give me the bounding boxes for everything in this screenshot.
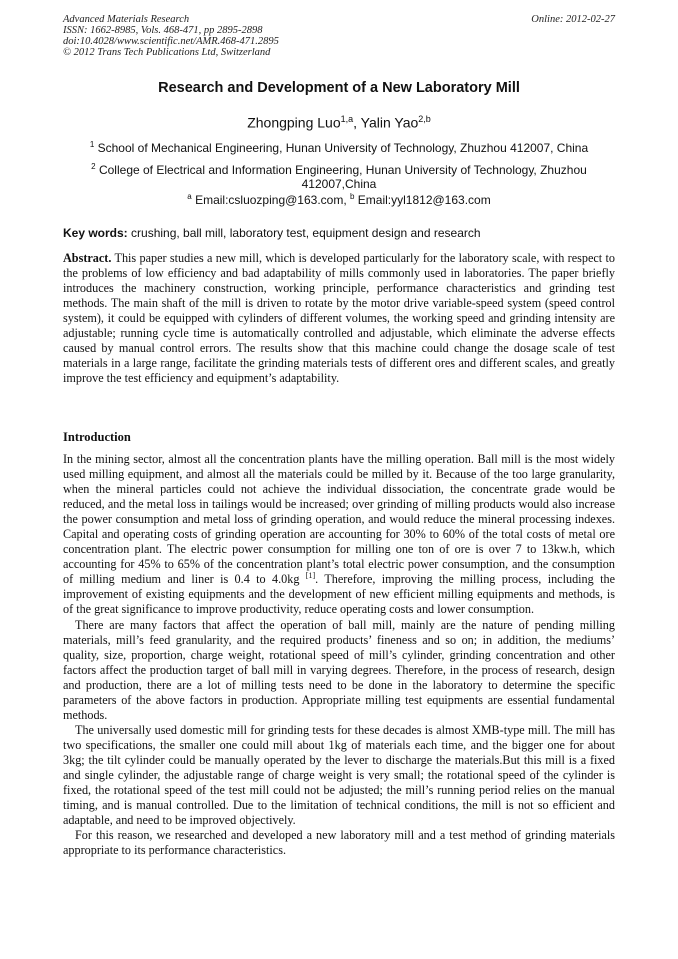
online-date: Online: 2012-02-27 [531, 14, 615, 25]
paragraph-text: In the mining sector, almost all the concentration plants have the milling operation. Ball mill is the most widely used milling equipment, and almost all the materials could be milled by it. Because of the too large granularity, when the mineral particles could not achieve the individual dissociation, the concentrate grade would be reduced, and the metal loss in tailings would be increased; over grinding of milling products would also increase the power consumption and metal loss of grinding operation, and would reduce the mineral processing indexes. Capital and operating costs of grinding operation are accounting for 30% to 60% of the total costs of metal ore concentration plant. The electric power consumption for milling one ton of ore is over 7 to 13kw.h, which accounting for 45% to 65% of the concentration plant’s total electric power consumption, and the consumption of milling medium and liner is 0.4 to 4.0kg [63, 452, 615, 587]
abstract-paragraph [63, 251, 615, 386]
section-heading: Introduction [63, 430, 131, 444]
abstract-label: Abstract. [63, 251, 112, 265]
affiliation-2 [63, 160, 615, 191]
author-name: Yalin Yao [360, 114, 419, 131]
email-line [63, 190, 615, 207]
journal-name: Advanced Materials Research [63, 14, 190, 25]
email-marker: a [187, 192, 192, 201]
abstract [63, 251, 615, 386]
paragraph: For this reason, we researched and developed a new laboratory mill and a test method of grinding materials appropriate to its performance characteristics. [63, 828, 615, 858]
copyright-line: © 2012 Trans Tech Publications Ltd, Switzerland [63, 47, 271, 58]
keywords-label: Key words: [63, 226, 128, 240]
author-superscript: 1,a [340, 114, 354, 124]
keywords-text: crushing, ball mill, laboratory test, equipment design and research [127, 226, 481, 240]
affiliation-marker: 1 [89, 140, 95, 149]
paragraph: The universally used domestic mill for grinding tests for these decades is almost XMB-type mill. The mill has two specifications, the smaller one could mill about 1kg of materials each time, and the bigger one for about 3kg; the tilt cylinder could be manually operated by the lever to discharge the materials.But this mill is a fixed and single cylinder, the adjustable range of charge weight is very small; the rotational speed of the cylinder is fixed, the rotational speed of the test mill could not be adjusted; the mill’s running period relies on the manual timing, and is manual controlled. Due to the limitation of technical conditions, the mill is not so efficient and adaptable, and need to be improved objectively. [63, 722, 615, 828]
email-marker: b [350, 192, 355, 201]
paragraph: There are many factors that affect the operation of ball mill, mainly are the nature of pending milling materials, mill’s feed granularity, and the required products’ fineness and so on; in addition, the mediums’ quality, size, proportion, charge weight, rotational speed of mill’s cylinder, grinding concentration and other factors affect the production target of ball mill in varying degrees. Therefore, in the process of research, design and production, there are a lot of milling tests need to be done in the laboratory to determine the specific parameters of the above factors in production. Appropriate milling test equipments are essential fundamental methods. [63, 617, 615, 722]
author-name: Zhongping Luo [247, 114, 341, 131]
affiliation-text: School of Mechanical Engineering, Hunan University of Technology, Zhuzhou 412007, China [97, 141, 589, 155]
paper-title: Research and Development of a New Laboratory Mill [158, 80, 520, 96]
author-separator: , [353, 114, 361, 131]
paragraph [63, 452, 615, 618]
email-link[interactable]: Email:csluozping@163.com, [195, 193, 350, 207]
paragraph-text: . Therefore, improving the milling process, including the improvement of existing equipments and the development of new efficient milling equipments and methods, is of the great significance to improve productivity, reduce operating costs and lower consumption. [63, 572, 615, 617]
doi-line: doi:10.4028/www.scientific.net/AMR.468-471.2895 [63, 36, 279, 47]
author-list [0, 114, 678, 131]
abstract-text: This paper studies a new mill, which is developed particularly for the laboratory scale, with respect to the problems of low efficiency and bad adaptability of mills commonly used in laboratories. The paper briefly introduces the machinery construction, working principle, performance characteristics and grinding test methods. The main shaft of the mill is driven to rotate by the motor drive variable-speed system (speed control system), it could be equipped with cylinders of different volumes, the working speed and grinding intensity are adjustable; running cycle time is automatically controlled and adjustable, which eliminate the adverse effects caused by manual control errors. The results show that this machine could change the dosage scale of test materials in a large range, facilitate the grinding materials tests of different ores and different scales, and greatly improve the test efficiency and equipment’s adaptability. [63, 251, 615, 386]
affiliation-marker: 2 [91, 162, 96, 171]
introduction-body [63, 452, 615, 858]
citation-ref[interactable]: [1] [305, 571, 316, 581]
affiliation-1 [63, 138, 615, 155]
author-superscript: 2,b [418, 114, 431, 124]
issn-line: ISSN: 1662-8985, Vols. 468-471, pp 2895-2898 [63, 25, 263, 36]
email-link[interactable]: Email:yyl1812@163.com [357, 193, 491, 207]
affiliation-text: College of Electrical and Information Engineering, Hunan University of Technology, Zhuzhou 412007,China [98, 163, 587, 191]
keywords [63, 226, 615, 240]
journal-header [63, 14, 615, 58]
